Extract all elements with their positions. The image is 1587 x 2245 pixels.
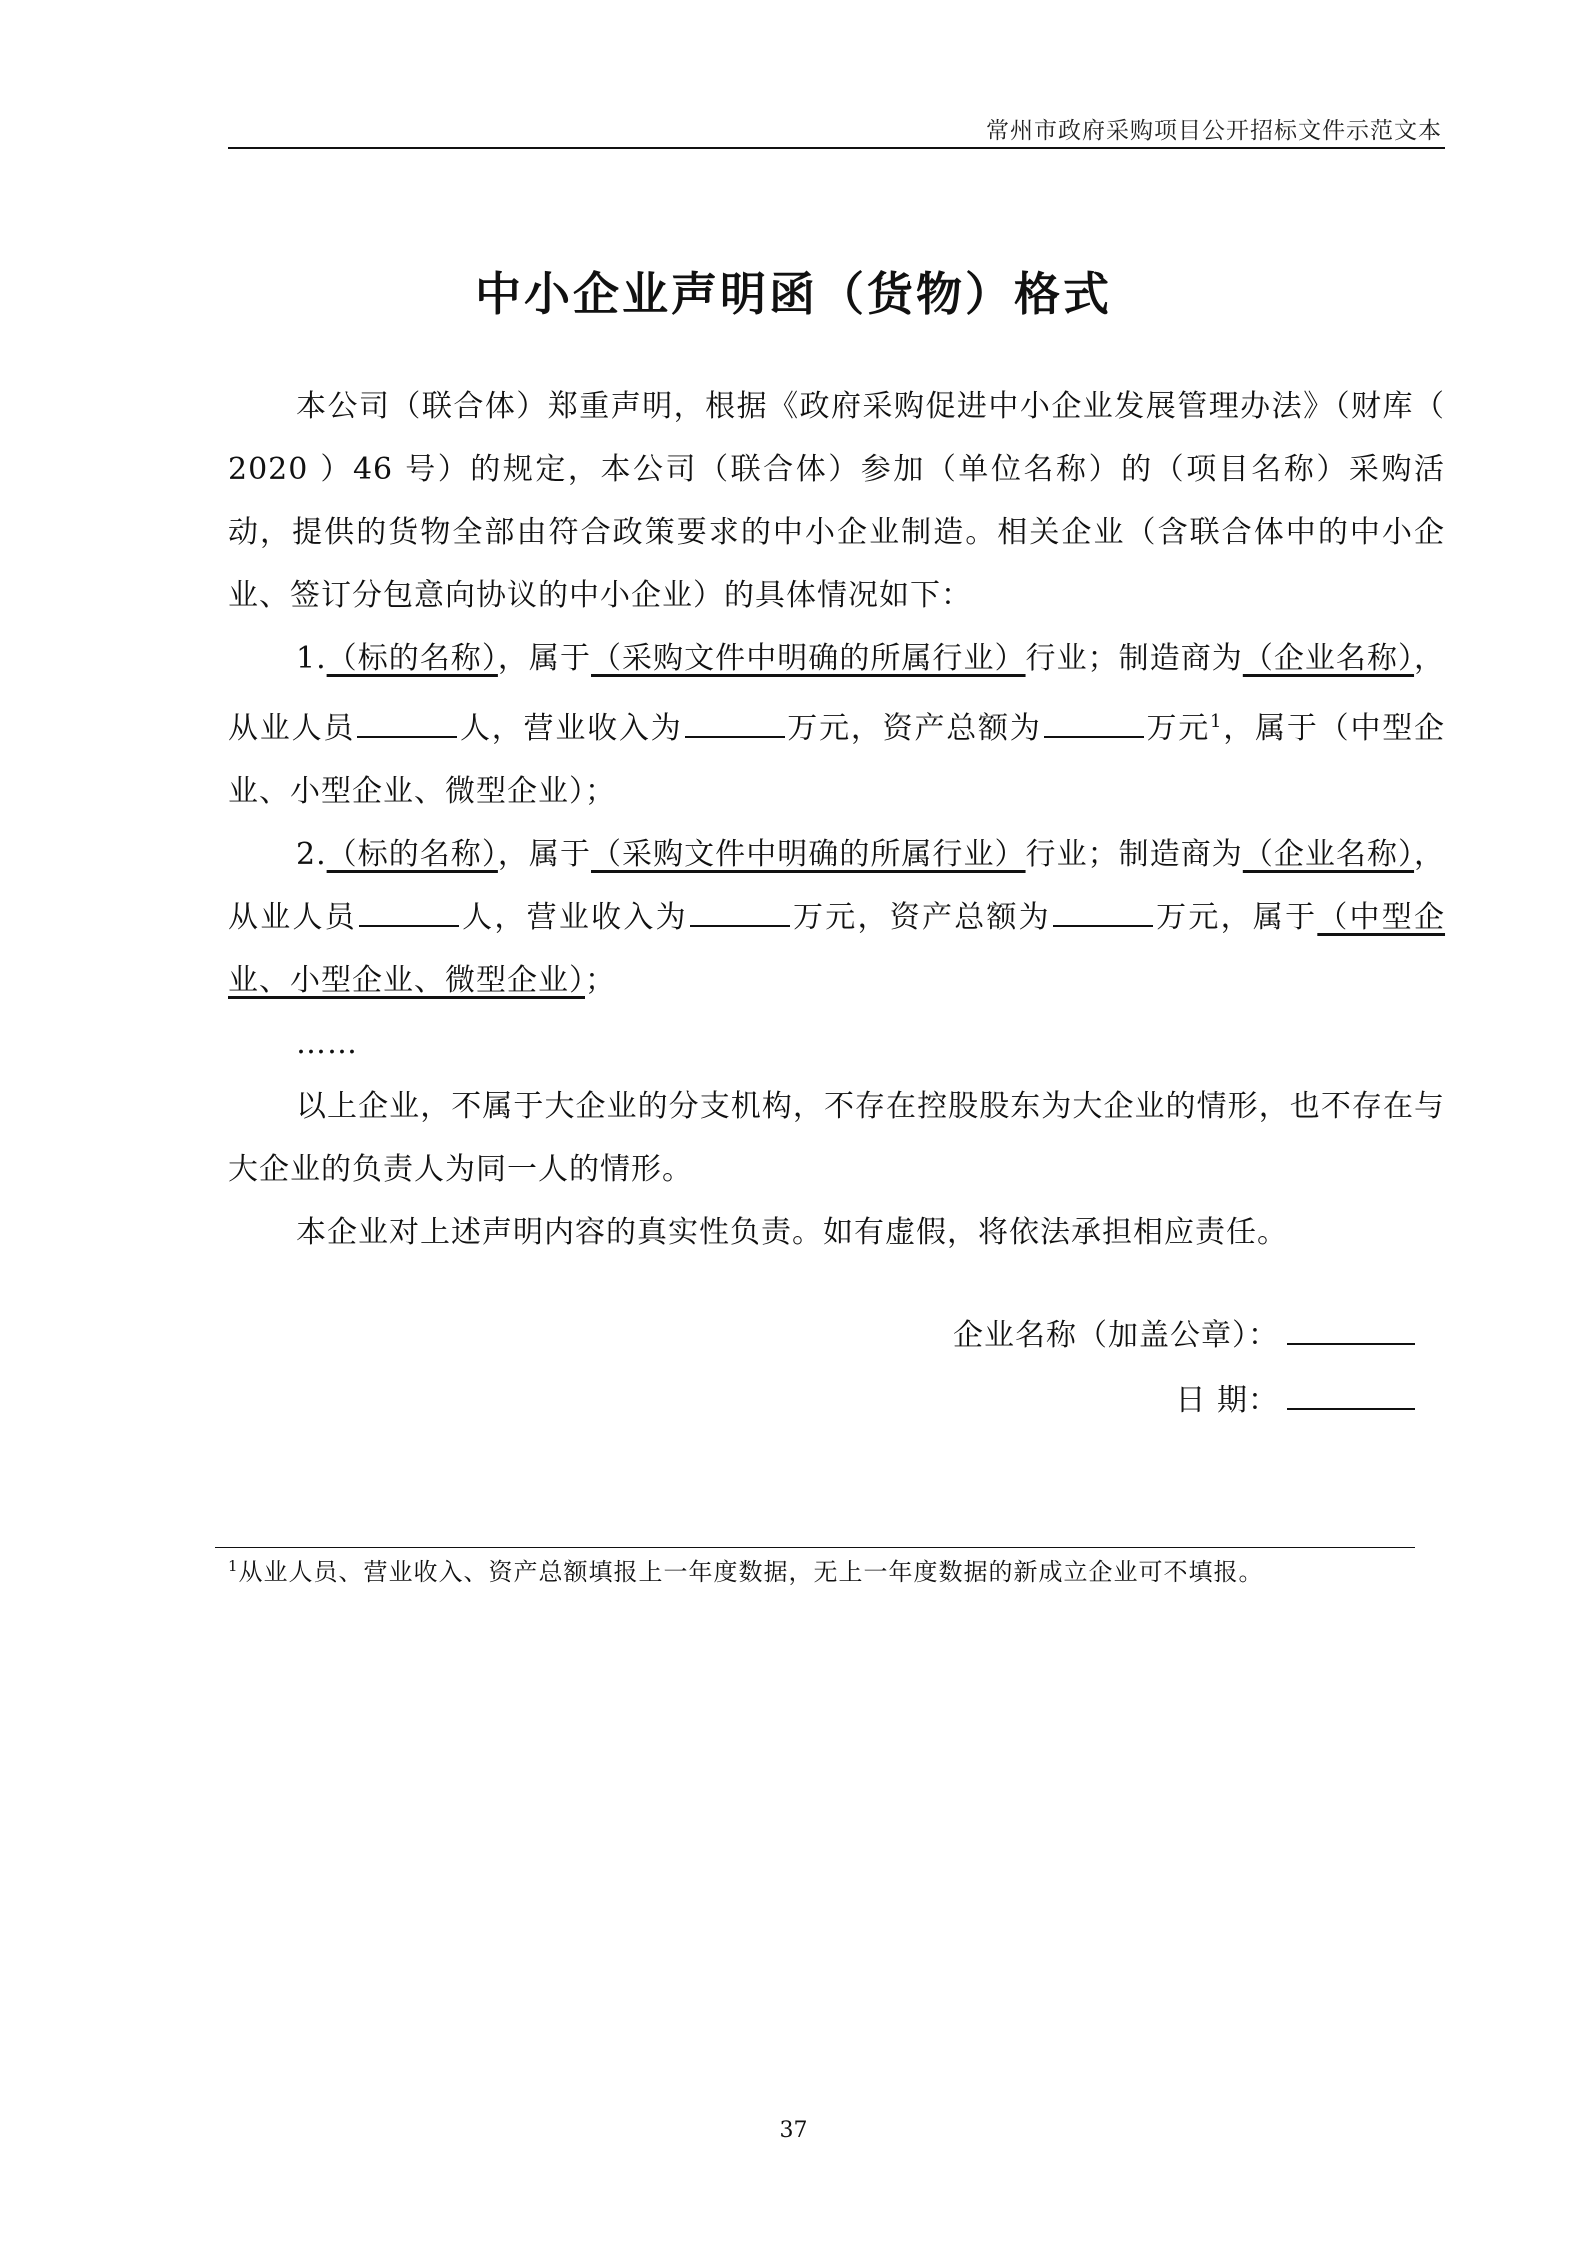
statement-paragraph: 以上企业，不属于大企业的分支机构，不存在控股股东为大企业的情形，也不存在与大企业的负责人为同一人的情形。 bbox=[228, 1089, 1445, 1187]
item-text: 人，营业收入为 bbox=[459, 711, 683, 746]
industry-field: （采购文件中明确的所属行业） bbox=[591, 641, 1026, 676]
item-text: ，属于 bbox=[1222, 711, 1319, 746]
item-text: ； bbox=[585, 774, 616, 809]
footnote-text: 从业人员、营业收入、资产总额填报上一年度数据，无上一年度数据的新成立企业可不填报。 bbox=[238, 1558, 1264, 1586]
footnote bbox=[228, 1552, 1264, 1587]
item-text: ，属于 bbox=[497, 641, 592, 676]
subject-name-field: （标的名称） bbox=[326, 837, 498, 872]
revenue-blank bbox=[690, 895, 790, 927]
subject-name-field: （标的名称） bbox=[326, 641, 498, 676]
company-seal-label: 企业名称（加盖公章）： bbox=[953, 1318, 1279, 1353]
page-number: 37 bbox=[779, 2118, 808, 2143]
manufacturer-field: （企业名称） bbox=[1242, 837, 1415, 872]
item-text: 万元，资产总额为 bbox=[791, 900, 1051, 935]
item-text: ，从业人员 bbox=[228, 837, 1446, 935]
page-title: 中小企业声明函（货物）格式 bbox=[475, 267, 1112, 321]
manufacturer-field: （企业名称） bbox=[1242, 641, 1415, 676]
item-text: ，属于 bbox=[1220, 900, 1318, 935]
running-header: 常州市政府采购项目公开招标文件示范文本 bbox=[986, 118, 1442, 144]
footnote-rule bbox=[215, 1547, 1415, 1548]
item-text: ，属于 bbox=[497, 837, 592, 872]
declaration-body bbox=[228, 375, 1445, 1264]
item-number: 2. bbox=[296, 837, 327, 872]
ellipsis: …… bbox=[296, 1026, 358, 1061]
signature-date-row bbox=[1175, 1375, 1415, 1419]
industry-field: （采购文件中明确的所属行业） bbox=[591, 837, 1026, 872]
responsibility-paragraph: 本企业对上述声明内容的真实性负责。如有虚假，将依法承担相应责任。 bbox=[296, 1215, 1288, 1250]
item-text: 万元，资产总额为 bbox=[786, 711, 1042, 746]
list-item bbox=[228, 627, 1445, 823]
item-text: 万元 bbox=[1145, 711, 1211, 746]
revenue-blank bbox=[685, 706, 785, 738]
item-text: ，从业人员 bbox=[228, 641, 1446, 746]
footnote-mark: 1 bbox=[228, 1557, 239, 1575]
enterprise-size-field: （中型企业、小型企业、微型企业） bbox=[228, 900, 1446, 998]
item-number: 1. bbox=[296, 641, 327, 676]
list-item bbox=[228, 823, 1445, 1012]
header-rule bbox=[228, 147, 1445, 149]
item-text: 行业；制造商为 bbox=[1025, 641, 1243, 676]
assets-blank bbox=[1044, 706, 1144, 738]
footnote-reference: 1 bbox=[1210, 711, 1223, 732]
item-text: 行业；制造商为 bbox=[1025, 837, 1243, 872]
date-label: 日 期： bbox=[1175, 1383, 1279, 1418]
date-blank bbox=[1287, 1378, 1415, 1410]
enterprise-size-field: （中型企业、小型企业、微型企业） bbox=[228, 711, 1446, 809]
item-text: 人，营业收入为 bbox=[460, 900, 688, 935]
signature-company-row bbox=[953, 1310, 1415, 1354]
assets-blank bbox=[1053, 895, 1153, 927]
intro-paragraph: 本公司（联合体）郑重声明，根据《政府采购促进中小企业发展管理办法》（财库（ 2020 ）46 号）的规定，本公司（联合体）参加（单位名称）的（项目名称）采购活动，提供的货物全部由符合政策要求的中小企业制造。相关企业（含联合体中的中小企业、签订分包意向协议的中小企业）的具体情况如下： bbox=[228, 389, 1445, 613]
item-text: ； bbox=[585, 963, 616, 998]
employees-blank bbox=[359, 895, 459, 927]
employees-blank bbox=[357, 706, 457, 738]
item-text: 万元 bbox=[1154, 900, 1221, 935]
company-seal-blank bbox=[1287, 1313, 1415, 1345]
